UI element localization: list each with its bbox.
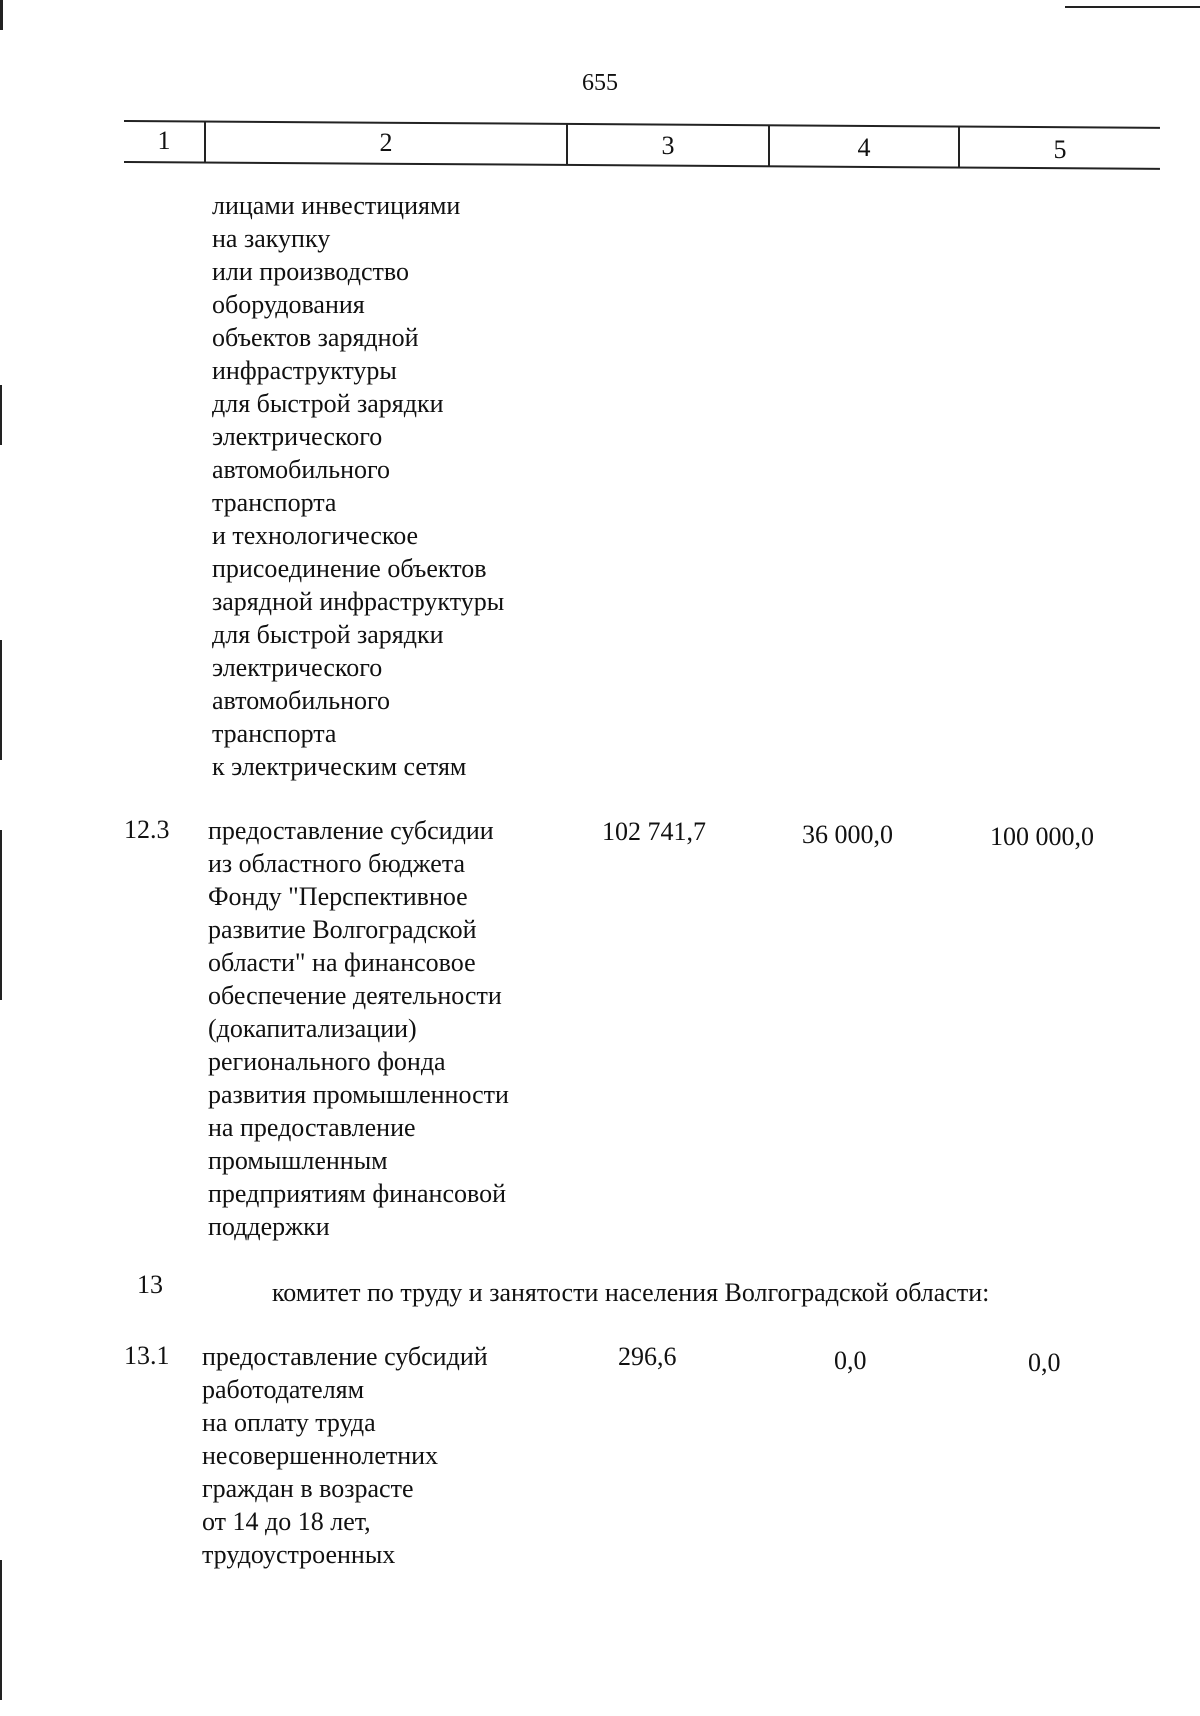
header-col-3: 3 (661, 131, 675, 160)
row-number: 12.3 (124, 815, 170, 844)
scan-edge-mark (1065, 6, 1200, 8)
header-col-1: 1 (157, 126, 171, 155)
row-value-col3: 102 741,7 (602, 817, 706, 846)
page-number: 655 (582, 70, 618, 96)
scan-edge-mark (0, 830, 2, 1000)
section-number: 13 (137, 1270, 163, 1299)
row-description: предоставление субсидии из областного бюджета Фонду "Перспективное развитие Волгоградской области" на финансовое обеспечение деятельности (докапитализации) регионального фонда развития промышленности на предоставление промышленным предприятиям финансовой поддержки (208, 816, 509, 1241)
header-col-5: 5 (1053, 135, 1067, 164)
scan-edge-mark (0, 385, 2, 445)
row-description: лицами инвестициями на закупку или производство оборудования объектов зарядной инфраструктуры для быстрой зарядки электрического автомобильного транспорта и технологическое присоединение объектов зарядной инфраструктуры для быстрой зарядки электрического автомобильного транспорта к электрическим сетям (212, 191, 505, 781)
row-value-col3: 296,6 (618, 1342, 677, 1371)
scan-edge-mark (0, 1560, 2, 1700)
section-title: комитет по труду и занятости населения Волгоградской области: (272, 1278, 990, 1307)
row-value-col4: 36 000,0 (802, 820, 893, 849)
row-value-col4: 0,0 (834, 1346, 867, 1375)
scan-edge-mark (0, 640, 2, 760)
row-description: предоставление субсидий работодателям на оплату труда несовершеннолетних граждан в возрасте от 14 до 18 лет, трудоустроенных (202, 1342, 488, 1569)
row-value-col5: 0,0 (1028, 1348, 1061, 1377)
row-value-col5: 100 000,0 (990, 822, 1094, 851)
scan-edge-mark (0, 0, 3, 30)
header-col-4: 4 (857, 133, 871, 162)
row-number: 13.1 (124, 1341, 170, 1370)
header-col-2: 2 (379, 128, 393, 157)
